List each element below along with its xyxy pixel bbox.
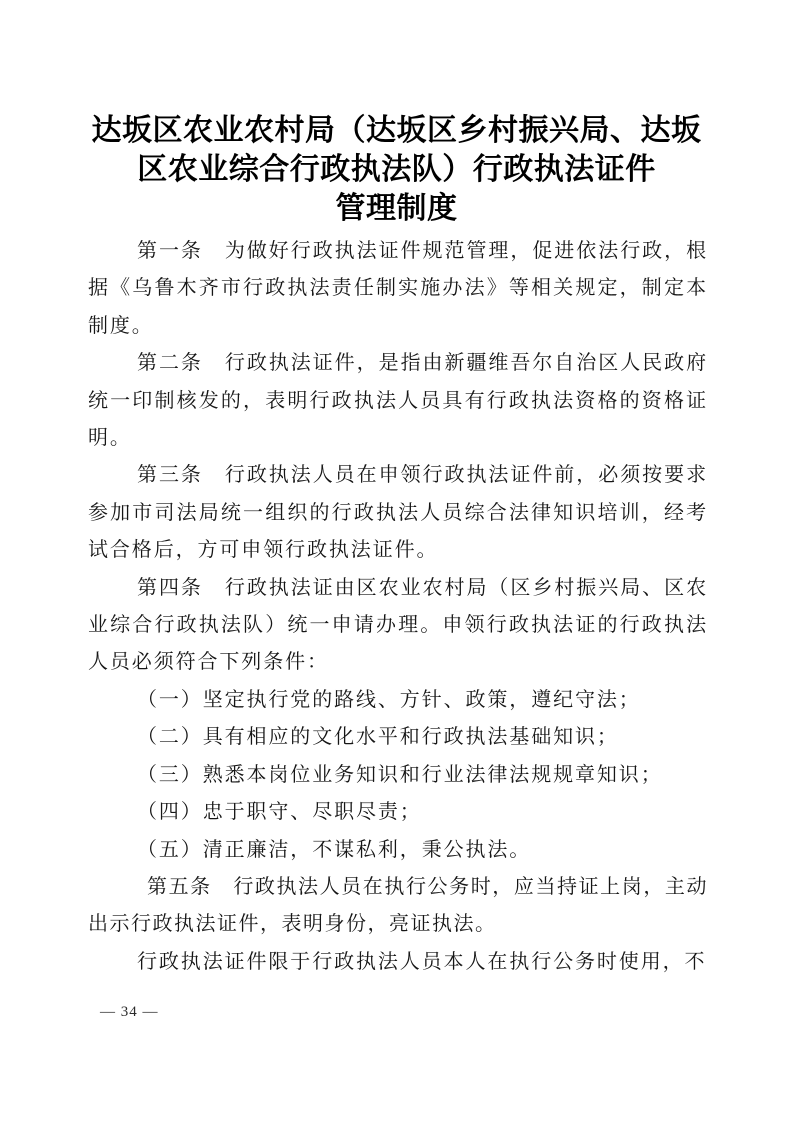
list-item-condition-5: （五）清正廉洁，不谋私利，秉公执法。 bbox=[137, 838, 532, 861]
paragraph-article-3: 第三条 行政执法人员在申领行政执法证件前，必须按要求参加市司法局统一组织的行政执法人员综合法律知识培训，经考试合格后，方可申领行政执法证件。 bbox=[88, 464, 708, 562]
list-item-condition-2: （二）具有相应的文化水平和行政执法基础知识； bbox=[137, 726, 619, 749]
title-line-3: 管理制度 bbox=[335, 192, 458, 225]
paragraph-article-1: 第一条 为做好行政执法证件规范管理，促进依法行政，根据《乌鲁木齐市行政执法责任制实施办法》等相关规定，制定本制度。 bbox=[88, 240, 708, 337]
paragraph-article-5-continued: 行政执法证件限于行政执法人员本人在执行公务时使用，不 bbox=[137, 950, 707, 973]
title-line-2: 区农业综合行政执法队）行政执法证件 bbox=[137, 153, 656, 186]
paragraph-article-4: 第四条 行政执法证由区农业农村局（区乡村振兴局、区农业综合行政执法队）统一申请办理。申领行政执法证的行政执法人员必须符合下列条件： bbox=[88, 576, 708, 674]
page-number: — 34 — bbox=[100, 1004, 159, 1020]
title-line-1: 达坂区农业农村局（达坂区乡村振兴局、达坂 bbox=[91, 114, 702, 147]
list-item-condition-1: （一）坚定执行党的路线、方针、政策，遵纪守法； bbox=[137, 688, 641, 711]
list-item-condition-3: （三）熟悉本岗位业务知识和行业法律法规规章知识； bbox=[137, 763, 663, 786]
list-item-condition-4: （四）忠于职守、尽职尽责； bbox=[137, 801, 422, 824]
document-body bbox=[88, 233, 708, 981]
paragraph-article-2: 第二条 行政执法证件，是指由新疆维吾尔自治区人民政府统一印制核发的，表明行政执法人员具有行政执法资格的资格证明。 bbox=[88, 352, 708, 450]
paragraph-article-5: 第五条 行政执法人员在执行公务时，应当持证上岗，主动出示行政执法证件，表明身份，亮证执法。 bbox=[88, 875, 708, 936]
document-title bbox=[0, 111, 793, 228]
